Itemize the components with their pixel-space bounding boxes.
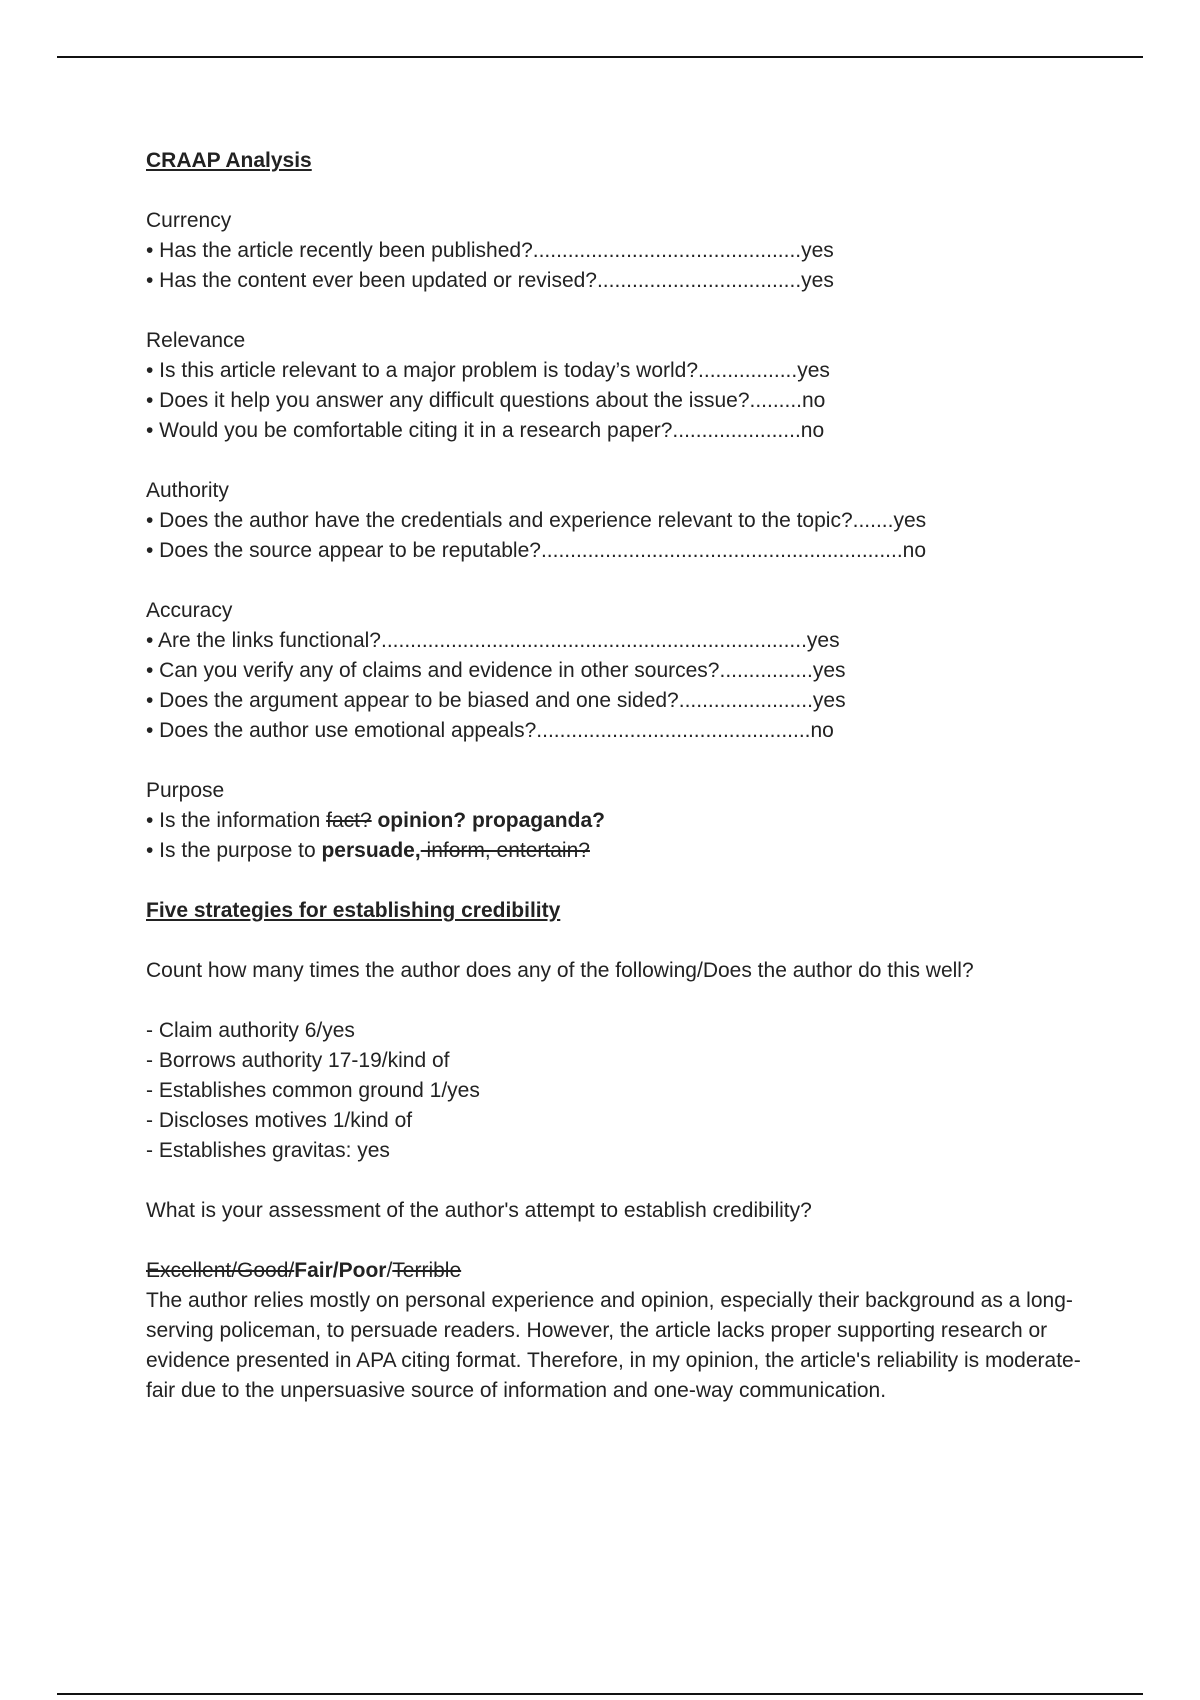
relevance-item: • Would you be comfortable citing it in a research paper?......................no [146, 419, 825, 442]
section-title-accuracy: Accuracy [146, 599, 233, 622]
header-rule [57, 56, 1143, 58]
strategies-heading: Five strategies for establishing credibility [146, 899, 561, 922]
strategy-item: - Establishes common ground 1/yes [146, 1079, 480, 1102]
strategy-item: - Establishes gravitas: yes [146, 1139, 390, 1162]
struck-rating: Terrible [392, 1259, 462, 1282]
struck-rating: Excellent/Good/ [146, 1259, 295, 1282]
assessment-paragraph: The author relies mostly on personal experience and opinion, especially their background as a long-serving policeman, to persuade readers. However, the article lacks proper supporting research or evidence presented in APA citing format. Therefore, in my opinion, the article's reliability is moderate-fair due to the unpersuasive source of information and one-way communication. [146, 1289, 1081, 1402]
struck-option: inform, entertain? [420, 839, 590, 862]
selected-rating: Fair/Poor [294, 1259, 387, 1282]
selected-option: persuade, [321, 839, 421, 862]
document-body [146, 146, 1106, 1406]
section-title-authority: Authority [146, 479, 229, 502]
purpose-item-purpose [146, 836, 1106, 866]
footer-rule [57, 1693, 1143, 1695]
accuracy-item: • Can you verify any of claims and evidence in other sources?................yes [146, 659, 846, 682]
accuracy-item: • Does the argument appear to be biased and one sided?.......................yes [146, 689, 846, 712]
rating-line [146, 1256, 1106, 1286]
currency-item: • Has the article recently been published?..............................................yes [146, 239, 834, 262]
section-title-purpose: Purpose [146, 779, 225, 802]
rating-separator: / [386, 1259, 393, 1282]
strategy-item: - Discloses motives 1/kind of [146, 1109, 413, 1132]
purpose-item-information [146, 806, 1106, 836]
strategy-item: - Claim authority 6/yes [146, 1019, 355, 1042]
relevance-item: • Does it help you answer any difficult questions about the issue?.........no [146, 389, 826, 412]
assessment-question: What is your assessment of the author's attempt to establish credibility? [146, 1199, 812, 1222]
authority-item: • Does the source appear to be reputable?..............................................................no [146, 539, 927, 562]
count-prompt: Count how many times the author does any of the following/Does the author do this well? [146, 959, 974, 982]
authority-item: • Does the author have the credentials and experience relevant to the topic?.......yes [146, 509, 927, 532]
currency-item: • Has the content ever been updated or revised?...................................yes [146, 269, 834, 292]
purpose-item-prefix: • Is the information [146, 809, 327, 832]
purpose-item-prefix: • Is the purpose to [146, 839, 322, 862]
struck-option: fact? [326, 809, 372, 832]
craap-heading: CRAAP Analysis [146, 149, 312, 172]
section-title-currency: Currency [146, 209, 232, 232]
section-title-relevance: Relevance [146, 329, 246, 352]
accuracy-item: • Are the links functional?.........................................................................yes [146, 629, 840, 652]
strategy-item: - Borrows authority 17-19/kind of [146, 1049, 450, 1072]
selected-option: opinion? propaganda? [371, 809, 605, 832]
accuracy-item: • Does the author use emotional appeals?...............................................no [146, 719, 834, 742]
relevance-item: • Is this article relevant to a major problem is today’s world?.................yes [146, 359, 830, 382]
